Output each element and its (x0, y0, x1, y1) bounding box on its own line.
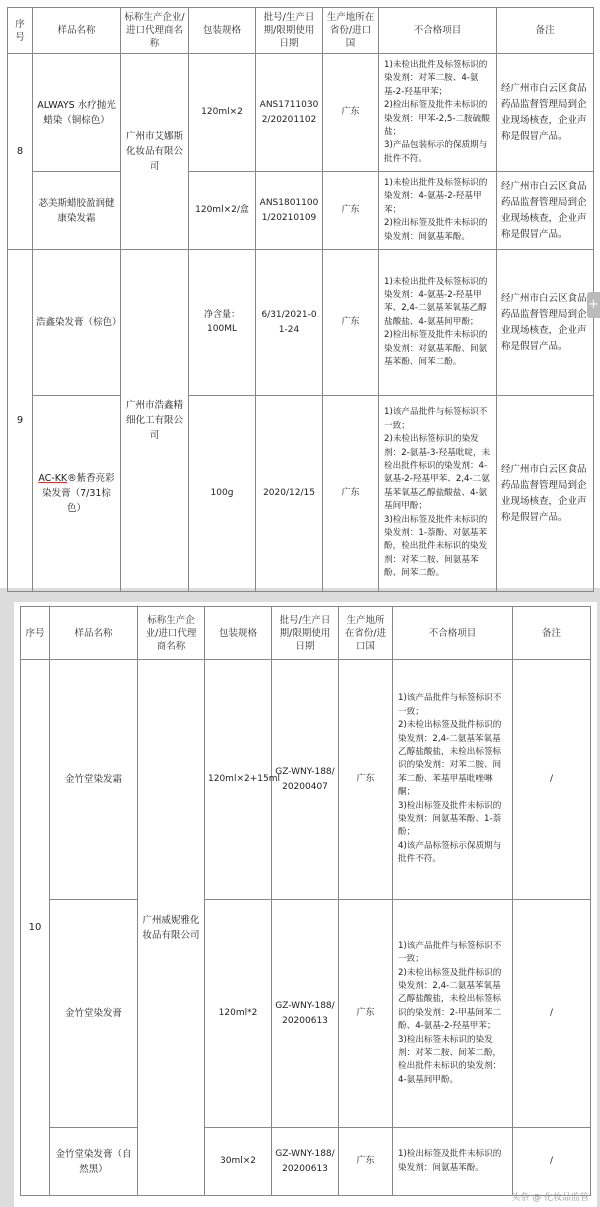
remark: 经广州市白云区食品药品监督管理局到企业现场核查，企业声称是假冒产品。 (497, 396, 594, 592)
sample-name: 苾美斯蜡胶盈润健康染发霜 (33, 172, 121, 250)
row-seq: 10 (21, 660, 50, 1196)
batch-number: GZ-WNY-188/20200613 (272, 1128, 339, 1196)
package-spec: 120ml×2/盒 (189, 172, 256, 250)
package-spec: 100g (189, 396, 256, 592)
failed-items (393, 1128, 513, 1196)
table-header-row (8, 8, 594, 54)
watermark: 头条 @ 化妆品监管 (511, 1193, 589, 1203)
remark: / (513, 1128, 591, 1196)
origin-province: 广东 (339, 660, 393, 900)
remark: 经广州市白云区食品药品监督管理局到企业现场核查，企业声称是假冒产品。 (497, 250, 594, 396)
sample-name: 金竹堂染发膏（自然黑） (50, 1128, 138, 1196)
table-sheet-1 (0, 0, 600, 588)
failed-item-line: 3)检出标签及批件未标识的染发剂：1-萘酚、对氨基苯酚，检出批件未标识的染发剂：对苯二胺、间氨基苯酚、间苯二酚。 (384, 514, 488, 579)
batch-number: GZ-WNY-188/20200613 (272, 900, 339, 1128)
failed-item-line: 2)检出标签及批件未标识的染发剂：间氨基苯酚。 (384, 218, 488, 242)
table-row (8, 396, 594, 592)
company-name: 广州市浩鑫精细化工有限公司 (121, 250, 189, 592)
sample-name: 浩鑫染发膏（棕色） (33, 250, 121, 396)
package-spec: 30ml×2 (205, 1128, 272, 1196)
table-sheet-2 (14, 602, 597, 1207)
header-origin: 生产地所在省份/进口国 (323, 8, 379, 54)
header-package-spec: 包装规格 (189, 8, 256, 54)
inspection-table-part-2 (20, 606, 591, 1196)
origin-province: 广东 (323, 54, 379, 172)
table-header-row (21, 607, 591, 660)
header-failed-items: 不合格项目 (379, 8, 497, 54)
failed-items (393, 660, 513, 900)
remark: / (513, 900, 591, 1128)
sample-name-marked: AC-KK (38, 473, 68, 484)
origin-province: 广东 (323, 396, 379, 592)
package-spec: 120ml×2+15ml (205, 660, 272, 900)
batch-number: ANS18011001/20210109 (256, 172, 323, 250)
header-remarks: 备注 (497, 8, 594, 54)
failed-item-line: 2)检出标签及批件未标识的染发剂：甲苯-2,5-二胺硫酸盐； (384, 100, 490, 137)
package-spec: 120ml*2 (205, 900, 272, 1128)
table-row (8, 250, 594, 396)
failed-item-line: 1)检出标签及批件未标识的染发剂：间氨基苯酚。 (398, 1149, 502, 1173)
package-spec: 净含量：100ML (189, 250, 256, 396)
sample-name (33, 396, 121, 592)
company-name: 广州威妮雅化妆品有限公司 (138, 660, 205, 1196)
header-sample-name: 样品名称 (50, 607, 138, 660)
expand-plus-icon[interactable]: + (587, 292, 600, 318)
table-row (21, 900, 591, 1128)
sample-name: 金竹堂染发膏 (50, 900, 138, 1128)
failed-item-line: 1)该产品批件与标签标识不一致； (398, 693, 502, 717)
origin-province: 广东 (323, 172, 379, 250)
table-row (21, 660, 591, 900)
origin-province: 广东 (323, 250, 379, 396)
failed-item-line: 2)未检出标签及批件标识的染发剂：2,4-二氨基苯氧基乙醇盐酸盐，未检出标签标识的染发剂：2-甲基间苯二酚、4-氨基-2-羟基甲苯； (398, 967, 502, 1032)
header-batch-date: 批号/生产日期/限期使用日期 (256, 8, 323, 54)
package-spec: 120ml×2 (189, 54, 256, 172)
batch-number: 2020/12/15 (256, 396, 323, 592)
failed-item-line: 1)该产品批件与标签标识不一致； (384, 407, 488, 431)
remark: 经广州市白云区食品药品监督管理局到企业现场核查，企业声称是假冒产品。 (497, 54, 594, 172)
batch-number: GZ-WNY-188/20200407 (272, 660, 339, 900)
header-origin: 生产地所在省份/进口国 (339, 607, 393, 660)
failed-item-line: 2)未检出标签及批件标识的染发剂：2,4-二氨基苯氧基乙醇盐酸盐，未检出标签标识的染发剂：对苯二胺、间苯二酚、苯基甲基吡唑啉酮； (398, 720, 502, 798)
table-row (21, 1128, 591, 1196)
header-batch-date: 批号/生产日期/限期使用日期 (272, 607, 339, 660)
header-sample-name: 样品名称 (33, 8, 121, 54)
failed-item-line: 2)检出标签及批件未标识的染发剂：对氨基苯酚、间氨基苯酚、间苯二酚。 (384, 330, 488, 368)
failed-item-line: 1)未检出批件及标签标识的染发剂：4-氨基-2-羟基甲苯、2,4-二氨基苯氧基乙醇盐酸盐、4-氨基间甲酚； (384, 276, 488, 327)
header-package-spec: 包装规格 (205, 607, 272, 660)
failed-items (379, 172, 497, 250)
failed-item-line: 1)未检出批件及标签标识的染发剂：对苯二胺、4-氨基-2-羟基甲苯； (384, 59, 488, 97)
company-name: 广州市艾娜斯化妆品有限公司 (121, 54, 189, 250)
sample-name-rest: ®紫香亮彩染发膏（7/31棕色） (42, 473, 115, 514)
failed-item-line: 1)未检出批件及标签标识的染发剂：4-氨基-2-羟基甲苯； (384, 177, 488, 215)
failed-items (379, 396, 497, 592)
failed-items (393, 900, 513, 1128)
remark: 经广州市白云区食品药品监督管理局到企业现场核查，企业声称是假冒产品。 (497, 172, 594, 250)
batch-number: 6/31/2021-01-24 (256, 250, 323, 396)
origin-province: 广东 (339, 900, 393, 1128)
failed-items (379, 250, 497, 396)
failed-item-line: 4)该产品标签标示保质期与批件不符。 (398, 840, 502, 865)
inspection-table-part-1 (7, 7, 594, 592)
remark: / (513, 660, 591, 900)
sample-name: ALWAYS 水疗抛光蜡染（铜棕色） (33, 54, 121, 172)
sample-name: 金竹堂染发霜 (50, 660, 138, 900)
failed-item-line: 1)该产品批件与标签标识不一致； (398, 940, 502, 965)
header-company: 标称生产企业/进口代理商名称 (121, 8, 189, 54)
failed-item-line: 3)产品包装标示的保质期与批件不符。 (384, 140, 488, 164)
failed-item-line: 2)未检出标签标识的染发剂：2-氨基-3-羟基吡啶，未检出批件标识的染发剂：4-氨基-2-羟基甲苯、2,4-二氨基苯氧基乙醇盐酸盐、4-氨基间甲酚； (384, 434, 491, 512)
header-failed-items: 不合格项目 (393, 607, 513, 660)
header-remarks: 备注 (513, 607, 591, 660)
row-seq: 9 (8, 250, 33, 592)
failed-items (379, 54, 497, 172)
header-seq: 序号 (21, 607, 50, 660)
header-seq: 序号 (8, 8, 33, 54)
origin-province: 广东 (339, 1128, 393, 1196)
batch-number: ANS17110302/20201102 (256, 54, 323, 172)
header-company: 标称生产企业/进口代理商名称 (138, 607, 205, 660)
failed-item-line: 3)检出标签及批件未标识的染发剂：间氨基苯酚、1-萘酚； (398, 800, 502, 838)
table-row (8, 54, 594, 172)
table-row (8, 172, 594, 250)
failed-item-line: 3)检出标签未标识的染发剂：对苯二胺、间苯二酚，检出批件未标识的染发剂：4-氨基间甲酚。 (398, 1034, 502, 1085)
row-seq: 8 (8, 54, 33, 250)
